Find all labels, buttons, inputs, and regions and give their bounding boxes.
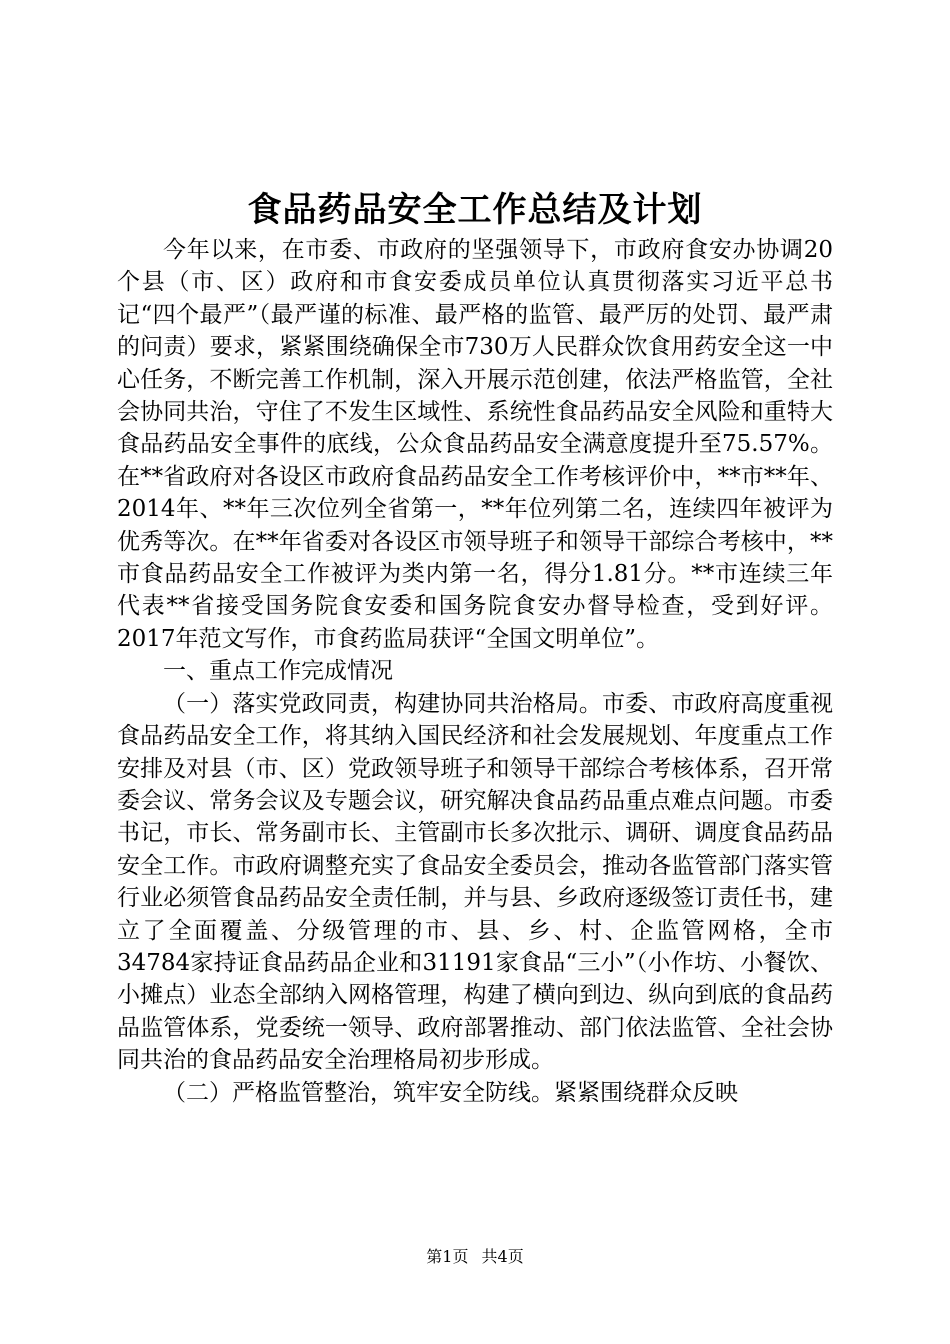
- paragraph-section-1: （一）落实党政同责，构建协同共治格局。市委、市政府高度重视食品药品安全工作，将其纳入国民经济和社会发展规划、年度重点工作安排及对县（市、区）党政领导班子和领导干部综合考核体系，召开常委会议、常务会议及专题会议，研究解决食品药品重点难点问题。市委书记，市长、常务副市长、主管副市长多次批示、调研、调度食品药品安全工作。市政府调整充实了食品安全委员会，推动各监管部门落实管行业必须管食品药品安全责任制，并与县、乡政府逐级签订责任书，建立了全面覆盖、分级管理的市、县、乡、村、企监管网格，全市34784家持证食品药品企业和31191家食品“三小”（小作坊、小餐饮、小摊点）业态全部纳入网格管理，构建了横向到边、纵向到底的食品药品监管体系，党委统一领导、政府部署推动、部门依法监管、全社会协同共治的食品药品安全治理格局初步形成。: [117, 690, 833, 1074]
- document-title: 食品药品安全工作总结及计划: [247, 190, 703, 230]
- section-heading: 一、重点工作完成情况: [163, 658, 393, 685]
- paragraph-section-2: （二）严格监管整治，筑牢安全防线。紧紧围绕群众反映: [163, 1079, 738, 1106]
- page-total: 共4页: [481, 1247, 524, 1266]
- page-footer: [0, 1244, 950, 1267]
- page-number: 第1页: [426, 1247, 469, 1266]
- paragraph-intro: 今年以来，在市委、市政府的坚强领导下，市政府食安办协调20个县（市、区）政府和市食安委成员单位认真贯彻落实习近平总书记“四个最严”（最严谨的标准、最严格的监管、最严厉的处罚、最严肃的问责）要求，紧紧围绕确保全市730万人民群众饮食用药安全这一中心任务，不断完善工作机制，深入开展示范创建，依法严格监管，全社会协同共治，守住了不发生区域性、系统性食品药品安全风险和重特大食品药品安全事件的底线，公众食品药品安全满意度提升至75.57%。在**省政府对各设区市政府食品药品安全工作考核评价中，**市**年、2014年、**年三次位列全省第一，**年位列第二名，连续四年被评为优秀等次。在**年省委对各设区市领导班子和领导干部综合考核中，**市食品药品安全工作被评为类内第一名，得分1.81分。**市连续三年代表**省接受国务院食安委和国务院食安办督导检查，受到好评。2017年范文写作，市食药监局获评“全国文明单位”。: [117, 237, 833, 652]
- document-body: [117, 234, 833, 1109]
